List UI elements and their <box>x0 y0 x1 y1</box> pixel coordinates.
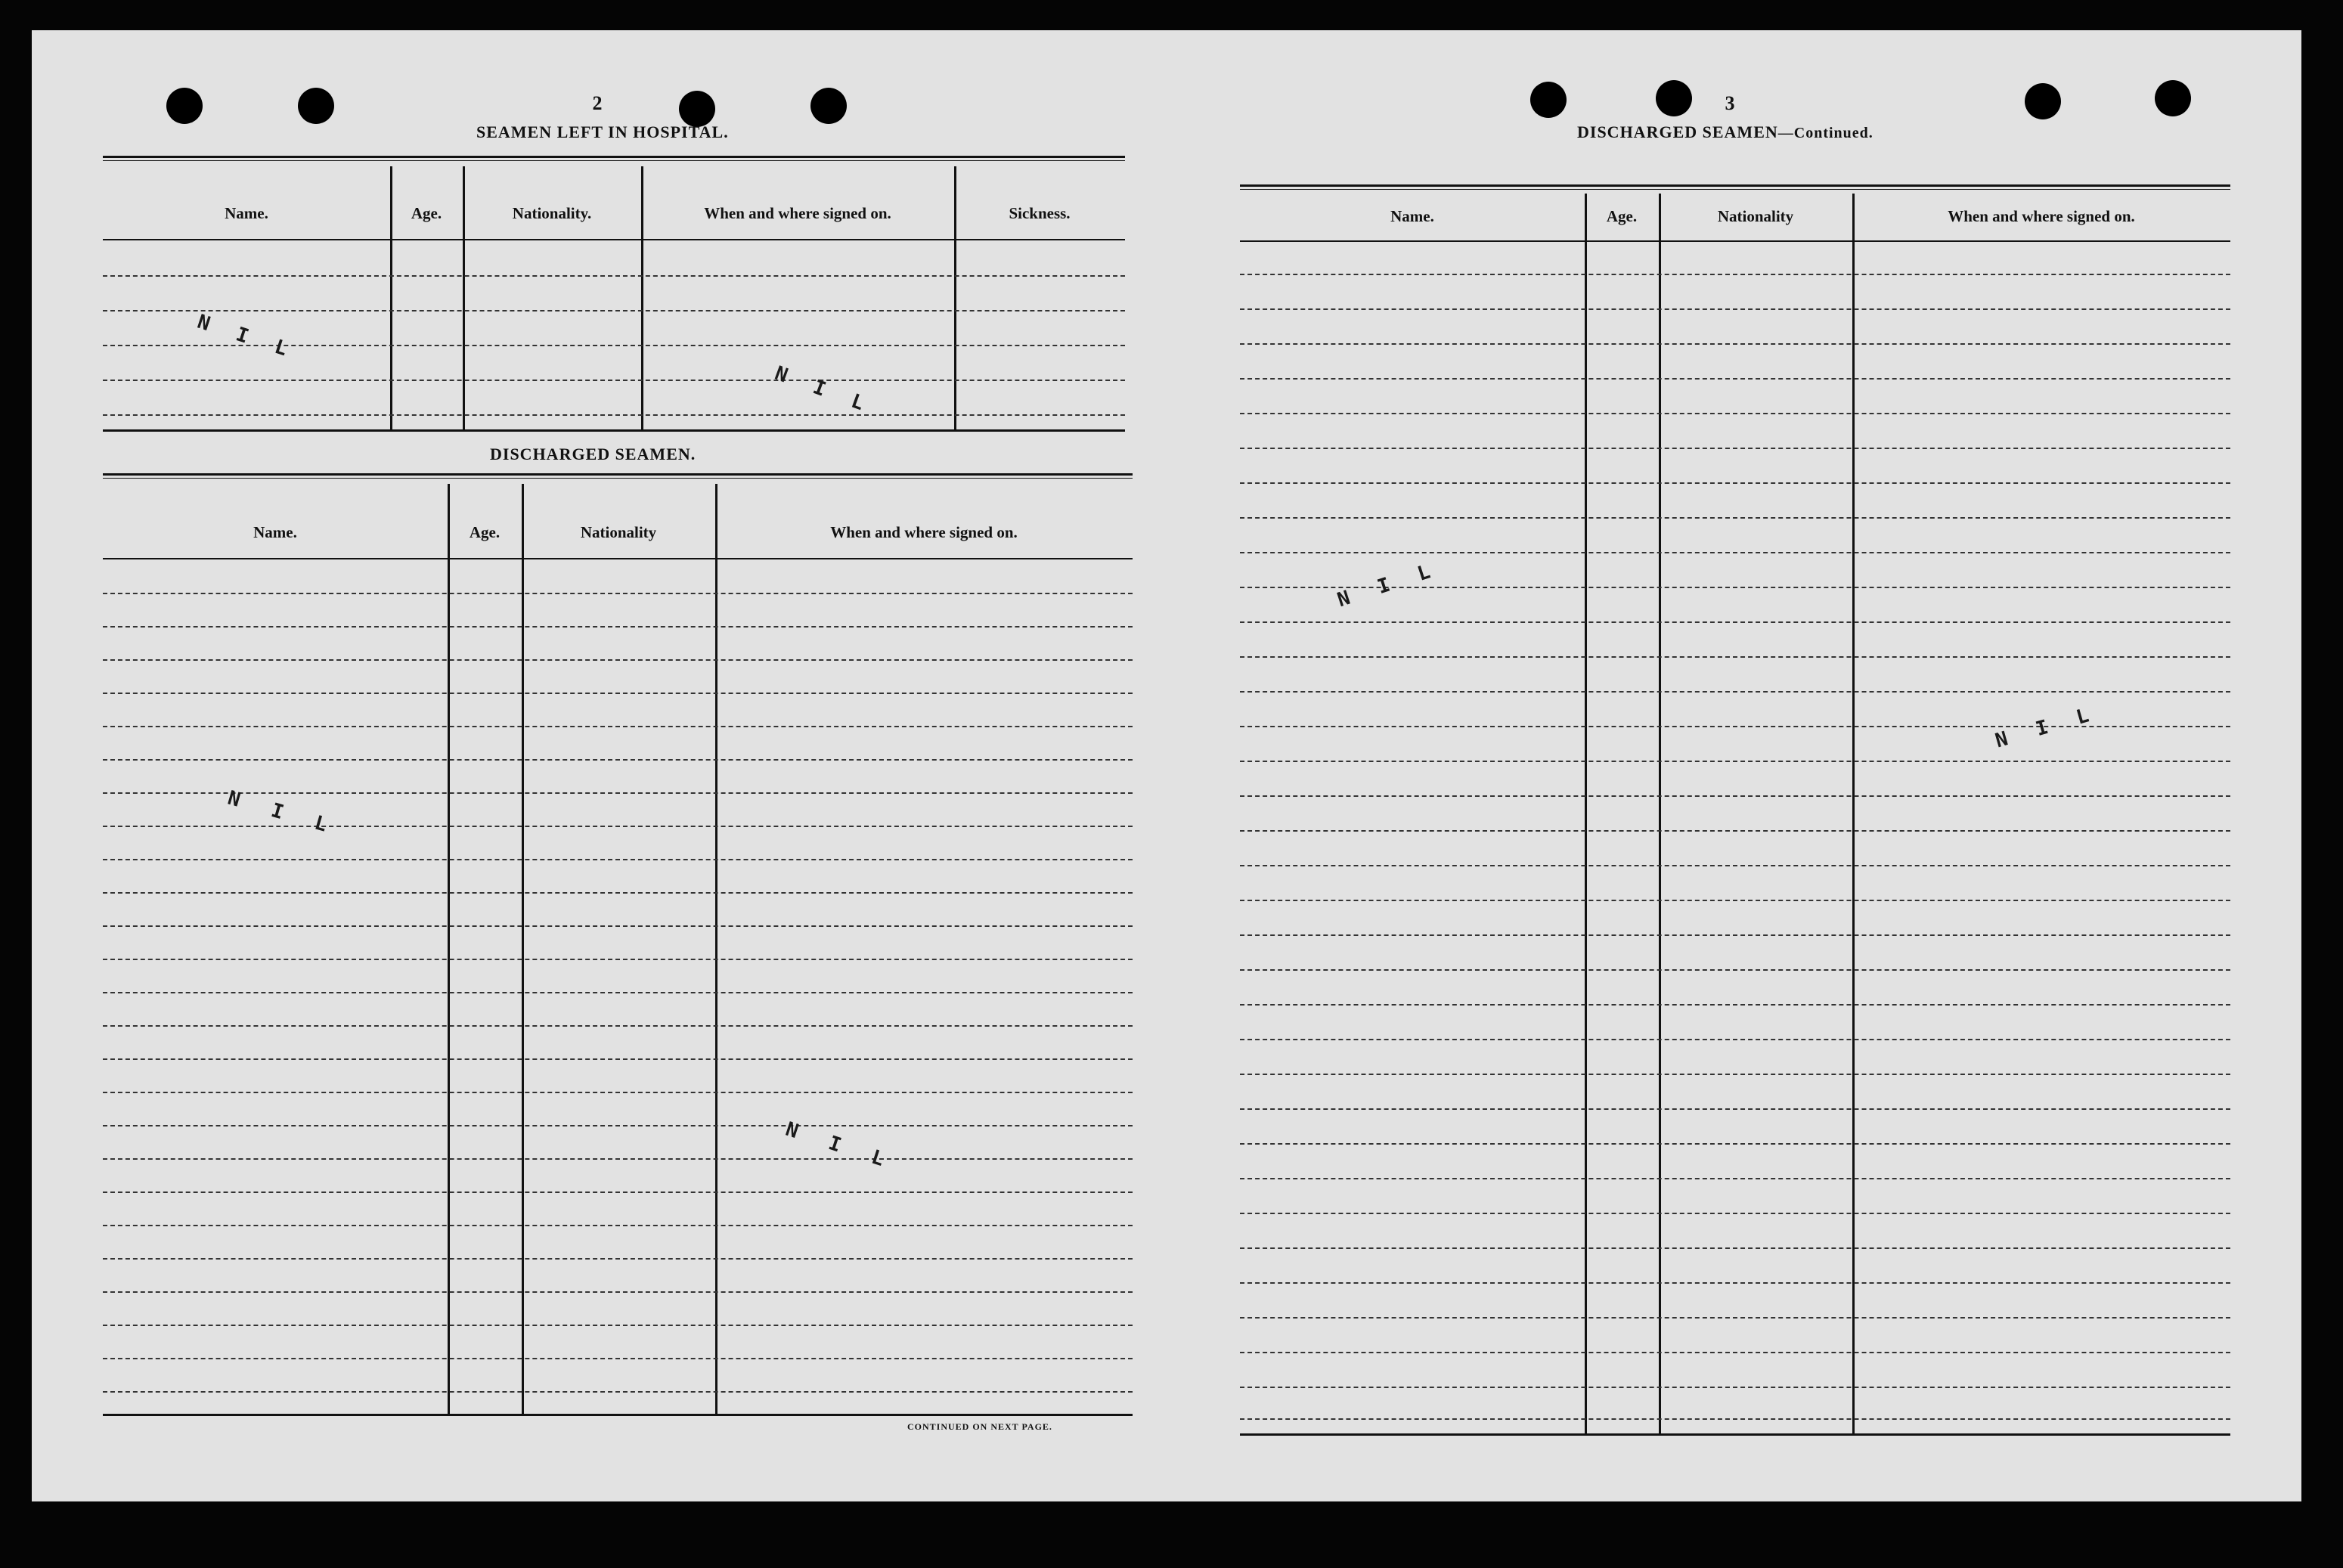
entry-line <box>1240 517 2230 519</box>
entry-line <box>1240 761 2230 762</box>
entry-line <box>103 1225 1133 1226</box>
stamp-text: NIL <box>783 1117 919 1182</box>
stamp-text: NIL <box>1334 551 1462 612</box>
entry-line <box>103 1391 1133 1393</box>
column-header-name: Name. <box>253 523 297 541</box>
entry-line <box>1240 656 2230 658</box>
right-page <box>1175 30 2301 1501</box>
page-number: 3 <box>1725 92 1735 114</box>
punch-hole <box>1530 82 1567 118</box>
entry-line <box>1240 691 2230 693</box>
section-title-suffix: —Continued. <box>1777 125 1873 141</box>
column-header-sickness: Sickness. <box>1009 204 1071 222</box>
entry-line <box>1240 830 2230 832</box>
entry-line <box>103 992 1133 993</box>
hospital-table <box>103 156 1125 466</box>
entry-line <box>1240 448 2230 449</box>
continued-note: CONTINUED ON NEXT PAGE. <box>907 1421 1052 1432</box>
table-bottom-rule <box>103 429 1125 432</box>
entry-line <box>103 310 1125 311</box>
column-divider <box>463 166 465 431</box>
column-divider <box>954 166 956 431</box>
table-bottom-rule <box>1240 1433 2230 1436</box>
column-header-signed-on: When and where signed on. <box>704 204 891 222</box>
stamp-text: NIL <box>194 310 318 370</box>
column-divider <box>641 166 643 431</box>
header-divider <box>103 239 1125 240</box>
entry-line <box>1240 1108 2230 1110</box>
column-header-name: Name. <box>1390 207 1434 225</box>
punch-hole <box>679 91 715 127</box>
column-header-nationality: Nationality <box>1717 207 1794 225</box>
entry-line <box>103 275 1125 277</box>
punch-hole <box>298 88 334 124</box>
entry-line <box>1240 621 2230 623</box>
entry-line <box>103 626 1133 628</box>
entry-line <box>1240 1247 2230 1249</box>
entry-line <box>1240 343 2230 345</box>
punch-hole <box>1656 80 1692 116</box>
entry-line <box>103 659 1133 661</box>
entry-line <box>103 1158 1133 1160</box>
column-header-name: Name. <box>225 204 268 222</box>
entry-line <box>1240 1317 2230 1319</box>
column-header-signed-on: When and where signed on. <box>1948 207 2135 225</box>
entry-line <box>1240 1143 2230 1145</box>
entry-line <box>103 826 1133 827</box>
entry-line <box>1240 413 2230 414</box>
table-top-rule <box>103 473 1133 479</box>
column-header-age: Age. <box>469 523 501 541</box>
entry-line <box>1240 1282 2230 1284</box>
column-divider <box>448 484 450 1414</box>
entry-line <box>1240 482 2230 484</box>
entry-line <box>1240 795 2230 797</box>
entry-line <box>1240 1074 2230 1075</box>
entry-line <box>103 1291 1133 1293</box>
stamp-text: NIL <box>1992 696 2121 753</box>
entry-line <box>1240 1387 2230 1388</box>
entry-line <box>1240 552 2230 553</box>
entry-line <box>1240 1418 2230 1420</box>
column-header-nationality: Nationality. <box>512 204 592 222</box>
column-header-age: Age. <box>411 204 442 222</box>
entry-line <box>103 693 1133 694</box>
entry-line <box>1240 900 2230 901</box>
entry-line <box>103 1058 1133 1060</box>
column-header-signed-on: When and where signed on. <box>830 523 1018 541</box>
table-top-rule <box>1240 184 2230 190</box>
entry-line <box>103 1258 1133 1260</box>
table-bottom-rule <box>103 1414 1133 1416</box>
discharged-table <box>103 473 1133 1449</box>
entry-line <box>103 593 1133 594</box>
entry-line <box>1240 865 2230 866</box>
entry-line <box>103 1125 1133 1126</box>
left-page <box>32 30 1175 1501</box>
entry-line <box>1240 1178 2230 1179</box>
punch-hole <box>2025 83 2061 119</box>
header-divider <box>1240 240 2230 242</box>
entry-line <box>103 925 1133 927</box>
entry-line <box>1240 378 2230 380</box>
entry-line <box>1240 1004 2230 1006</box>
column-divider <box>522 484 524 1414</box>
page-number: 2 <box>592 92 603 114</box>
entry-line <box>1240 934 2230 936</box>
entry-line <box>1240 1039 2230 1040</box>
entry-line <box>1240 274 2230 275</box>
entry-line <box>103 414 1125 416</box>
entry-line <box>103 759 1133 761</box>
entry-line <box>103 1325 1133 1326</box>
entry-line <box>103 959 1133 960</box>
discharged-section-title: DISCHARGED SEAMEN. <box>490 445 696 463</box>
column-header-nationality: Nationality <box>580 523 657 541</box>
section-title-text: DISCHARGED SEAMEN <box>1577 122 1778 141</box>
entry-line <box>103 859 1133 860</box>
discharged-continued-title <box>1577 122 1873 142</box>
stamp-text: NIL <box>771 361 894 426</box>
column-header-age: Age. <box>1606 207 1638 225</box>
column-divider <box>390 166 392 431</box>
entry-line <box>1240 1213 2230 1214</box>
entry-line <box>103 892 1133 894</box>
hospital-section-title: SEAMEN LEFT IN HOSPITAL. <box>476 122 729 141</box>
entry-line <box>103 380 1125 381</box>
stamp-text: NIL <box>225 786 362 846</box>
entry-line <box>1240 969 2230 971</box>
entry-line <box>1240 308 2230 310</box>
entry-line <box>103 1358 1133 1359</box>
punch-hole <box>166 88 203 124</box>
column-divider <box>715 484 717 1414</box>
punch-hole <box>810 88 847 124</box>
table-top-rule <box>103 156 1125 161</box>
entry-line <box>103 1092 1133 1093</box>
entry-line <box>103 726 1133 727</box>
entry-line <box>103 1025 1133 1027</box>
header-divider <box>103 558 1133 559</box>
entry-line <box>103 1191 1133 1193</box>
entry-line <box>1240 1352 2230 1353</box>
discharged-continued-table <box>1240 184 2230 1455</box>
punch-hole <box>2155 80 2191 116</box>
